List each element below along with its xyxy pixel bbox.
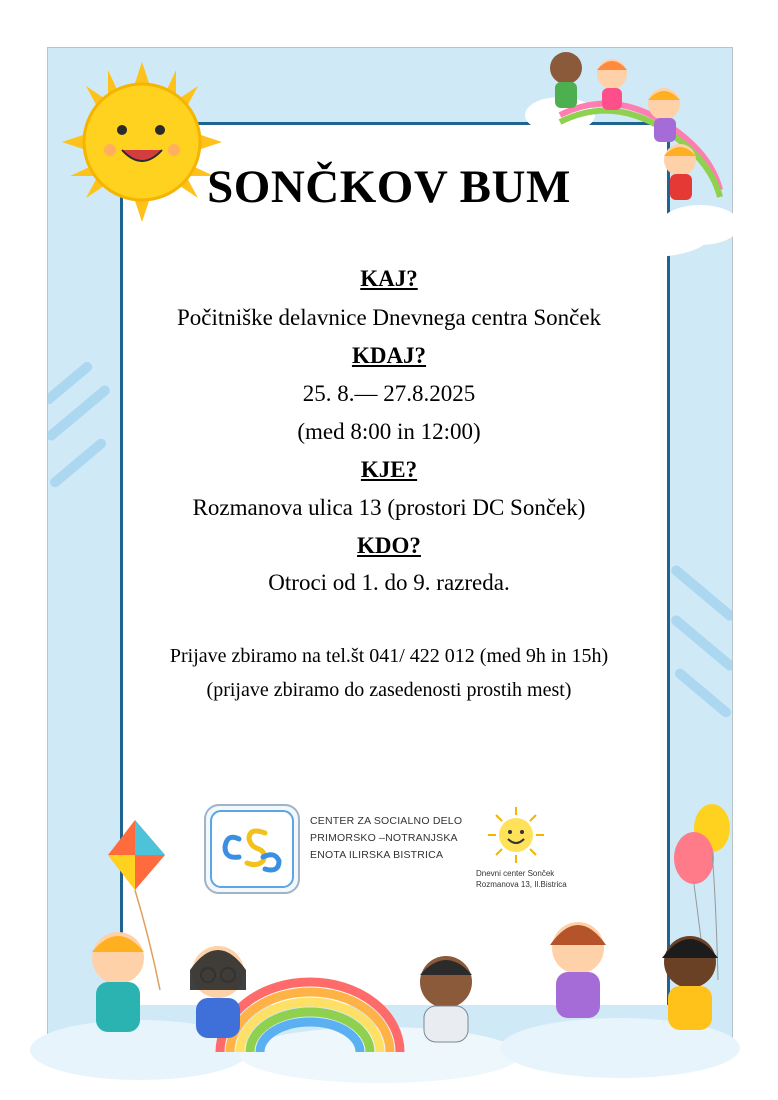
heading-kje: KJE? [360, 457, 418, 482]
dc-soncek-sun-icon [486, 805, 546, 865]
text-kaj: Počitniške delavnice Dnevnega centra Sonček [176, 305, 602, 330]
kids-on-cloud-illustration [525, 52, 740, 257]
csd-logo-icon [203, 803, 301, 895]
poster-title: SONČKOV BUM [207, 161, 571, 213]
heading-kaj: KAJ? [360, 266, 418, 291]
text-kdaj-date: 25. 8.— 27.8.2025 [302, 381, 476, 406]
csd-line1: CENTER ZA SOCIALNO DELO [310, 815, 463, 827]
text-kje: Rozmanova ulica 13 (prostori DC Sonček) [192, 495, 586, 520]
csd-logo-text [310, 813, 462, 864]
registration-phone: Prijave zbiramo na tel.št 041/ 422 012 (med 9h in 15h) [169, 645, 609, 667]
dc-line2: Rozmanova 13, Il.Bistrica [476, 880, 567, 889]
csd-line3: ENOTA ILIRSKA BISTRICA [310, 849, 444, 861]
heading-kdaj: KDAJ? [351, 343, 427, 368]
csd-line2: PRIMORSKO –NOTRANJSKA [310, 832, 458, 844]
dc-line1: Dnevni center Sonček [476, 869, 555, 878]
registration-note: (prijave zbiramo do zasedenosti prostih mest) [206, 679, 572, 701]
text-kdaj-time: (med 8:00 in 12:00) [297, 419, 481, 444]
heading-kdo: KDO? [357, 533, 421, 558]
text-kdo: Otroci od 1. do 9. razreda. [268, 570, 510, 595]
dc-soncek-text [476, 868, 567, 890]
